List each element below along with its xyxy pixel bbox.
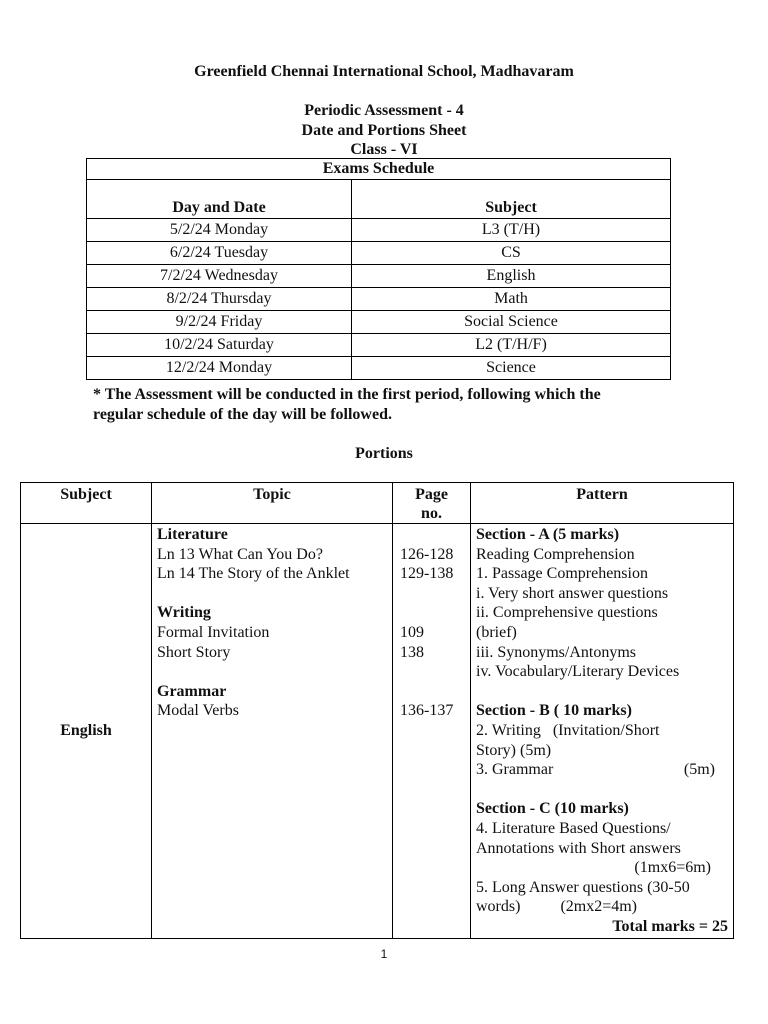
pattern-item: Annotations with Short answers — [476, 839, 681, 857]
pattern-item: 2. Writing (Invitation/Short — [476, 721, 660, 739]
pattern-item: (1mx6=6m) — [634, 859, 711, 877]
subject-cell: Science — [352, 357, 671, 380]
section-heading: Section - B ( 10 marks) — [476, 702, 632, 720]
pattern-item: i. Very short answer questions — [476, 584, 669, 602]
subject-cell: English — [21, 524, 152, 939]
topic-heading: Literature — [157, 526, 228, 543]
subject-cell: Social Science — [352, 311, 671, 334]
pattern-item: 1. Passage Comprehension — [476, 565, 648, 583]
table-row — [87, 242, 671, 265]
day-cell: 12/2/24 Monday — [87, 357, 352, 380]
table-row — [87, 288, 671, 311]
note-line: regular schedule of the day will be followed. — [93, 406, 392, 423]
day-cell: 6/2/24 Tuesday — [87, 242, 352, 265]
pattern-item: (brief) — [476, 623, 517, 641]
pattern-item: iv. Vocabulary/Literary Devices — [476, 663, 680, 681]
pattern-cell — [471, 524, 734, 939]
pattern-item: Reading Comprehension — [476, 545, 635, 563]
topic-cell — [152, 524, 393, 939]
school-name: Greenfield Chennai International School, Madhavaram — [194, 63, 574, 80]
schedule-title: Exams Schedule — [87, 159, 671, 180]
page-number-footer: 1 — [380, 947, 388, 961]
pattern-item: iii. Synonyms/Antonyms — [476, 643, 637, 661]
topic-item: Modal Verbs — [157, 702, 239, 720]
col-page-header — [393, 483, 471, 524]
subject-cell: L3 (T/H) — [352, 219, 671, 242]
total-marks: Total marks = 25 — [612, 917, 728, 935]
exam-schedule-table — [86, 158, 671, 380]
table-row — [87, 265, 671, 288]
col-pattern-header: Pattern — [471, 483, 734, 524]
table-row — [21, 524, 734, 939]
day-cell: 7/2/24 Wednesday — [87, 265, 352, 288]
page-number: 129-138 — [400, 565, 454, 583]
pattern-item: words) (2mx2=4m) — [476, 898, 638, 916]
table-row — [87, 334, 671, 357]
page-number: 136-137 — [400, 702, 454, 720]
day-cell: 8/2/24 Thursday — [87, 288, 352, 311]
page-number: 126-128 — [400, 545, 454, 563]
pattern-item: Story) (5m) — [476, 741, 552, 759]
page-number: 138 — [400, 643, 424, 661]
portions-title: Portions — [355, 445, 413, 462]
topic-item: Ln 14 The Story of the Anklet — [157, 565, 350, 583]
topic-heading: Writing — [157, 604, 211, 622]
sheet-title: Date and Portions Sheet — [301, 122, 467, 139]
section-heading: Section - C (10 marks) — [476, 800, 629, 818]
day-cell: 9/2/24 Friday — [87, 311, 352, 334]
topic-item: Short Story — [157, 643, 231, 661]
pattern-item: ii. Comprehensive questions — [476, 604, 658, 622]
note-line: * The Assessment will be conducted in the first period, following which the — [93, 386, 601, 403]
table-row — [87, 357, 671, 380]
col-subject-header: Subject — [21, 483, 152, 524]
portions-table — [20, 482, 734, 939]
pattern-item: 4. Literature Based Questions/ — [476, 819, 671, 837]
col-day-header: Day and Date — [87, 180, 352, 219]
subject-cell: L2 (T/H/F) — [352, 334, 671, 357]
section-heading: Section - A (5 marks) — [476, 526, 620, 543]
col-page-label: Page — [415, 486, 448, 503]
topic-item: Formal Invitation — [157, 623, 270, 641]
subject-cell: English — [352, 265, 671, 288]
col-topic-header: Topic — [152, 483, 393, 524]
topic-item: Ln 13 What Can You Do? — [157, 545, 323, 563]
table-row — [87, 311, 671, 334]
page-cell — [393, 524, 471, 939]
col-page-label: no. — [421, 505, 442, 522]
schedule-note — [93, 385, 693, 425]
grammar-label: 3. Grammar — [476, 761, 554, 779]
assessment-title: Periodic Assessment - 4 — [304, 102, 464, 119]
class-title: Class - VI — [350, 141, 418, 158]
col-subject-header: Subject — [352, 180, 671, 219]
pattern-item: 5. Long Answer questions (30-50 — [476, 878, 690, 896]
page-number: 109 — [400, 623, 424, 641]
day-cell: 5/2/24 Monday — [87, 219, 352, 242]
grammar-marks: (5m) — [683, 761, 715, 779]
day-cell: 10/2/24 Saturday — [87, 334, 352, 357]
topic-heading: Grammar — [157, 682, 227, 700]
subject-cell: CS — [352, 242, 671, 265]
pattern-item — [476, 760, 715, 780]
table-row — [87, 219, 671, 242]
subject-cell: Math — [352, 288, 671, 311]
